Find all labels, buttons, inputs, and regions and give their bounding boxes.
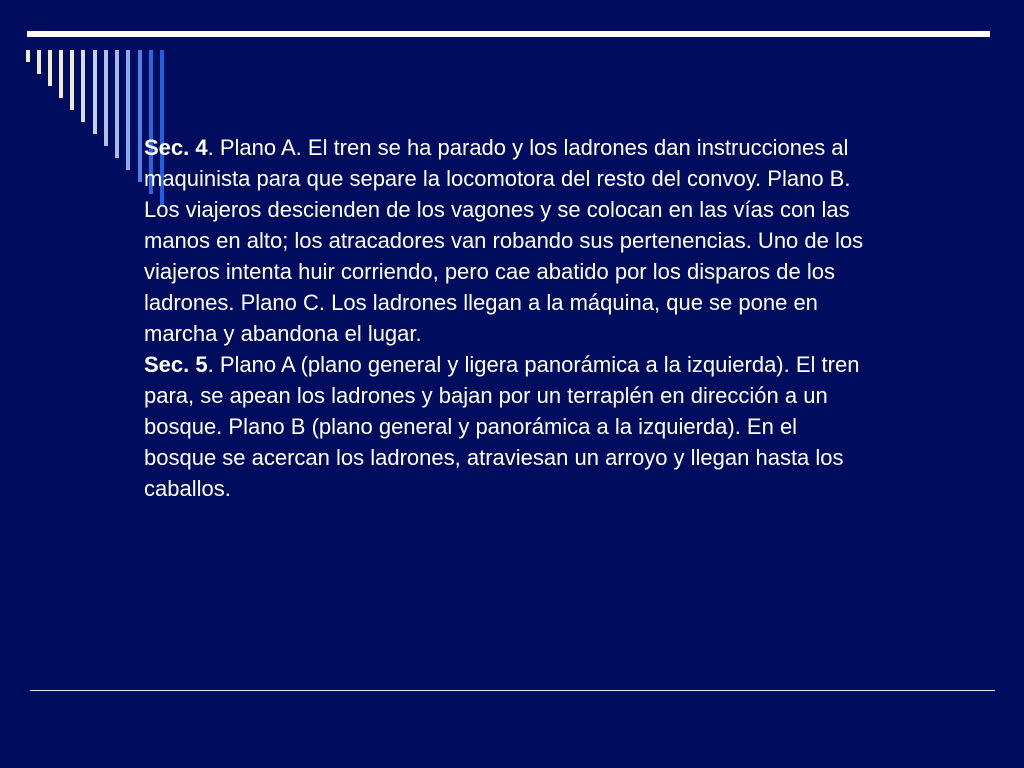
stripe <box>81 50 85 122</box>
stripe <box>104 50 108 146</box>
paragraph-sec-5 <box>144 349 874 504</box>
stripe <box>26 50 30 62</box>
stripe <box>48 50 52 86</box>
section-text: . Plano A (plano general y ligera panorámica a la izquierda). El tren para, se apean los ladrones y bajan por un terraplén en dirección a un bosque. Plano B (plano general y panorámica a la izquierda). En el bosque se acercan los ladrones, atraviesan un arroyo y llegan hasta los caballos. <box>144 352 860 501</box>
stripe <box>138 50 142 182</box>
stripe <box>70 50 74 110</box>
stripe <box>37 50 41 74</box>
paragraph-sec-4 <box>144 132 874 349</box>
stripe <box>126 50 130 170</box>
stripe <box>59 50 63 98</box>
section-text: . Plano A. El tren se ha parado y los ladrones dan instrucciones al maquinista para que separe la locomotora del resto del convoy. Plano B. Los viajeros descienden de los vagones y se colocan en las vías con las manos en alto; los atracadores van robando sus pertenencias. Uno de los viajeros intenta huir corriendo, pero cae abatido por los disparos de los ladrones. Plano C. Los ladrones llegan a la máquina, que se pone en marcha y abandona el lugar. <box>144 135 864 346</box>
bottom-rule <box>30 690 995 691</box>
stripe <box>93 50 97 134</box>
section-label: Sec. 4 <box>144 135 208 160</box>
top-rule <box>27 31 990 37</box>
section-label: Sec. 5 <box>144 352 208 377</box>
body-text <box>144 132 874 504</box>
stripe <box>115 50 119 158</box>
